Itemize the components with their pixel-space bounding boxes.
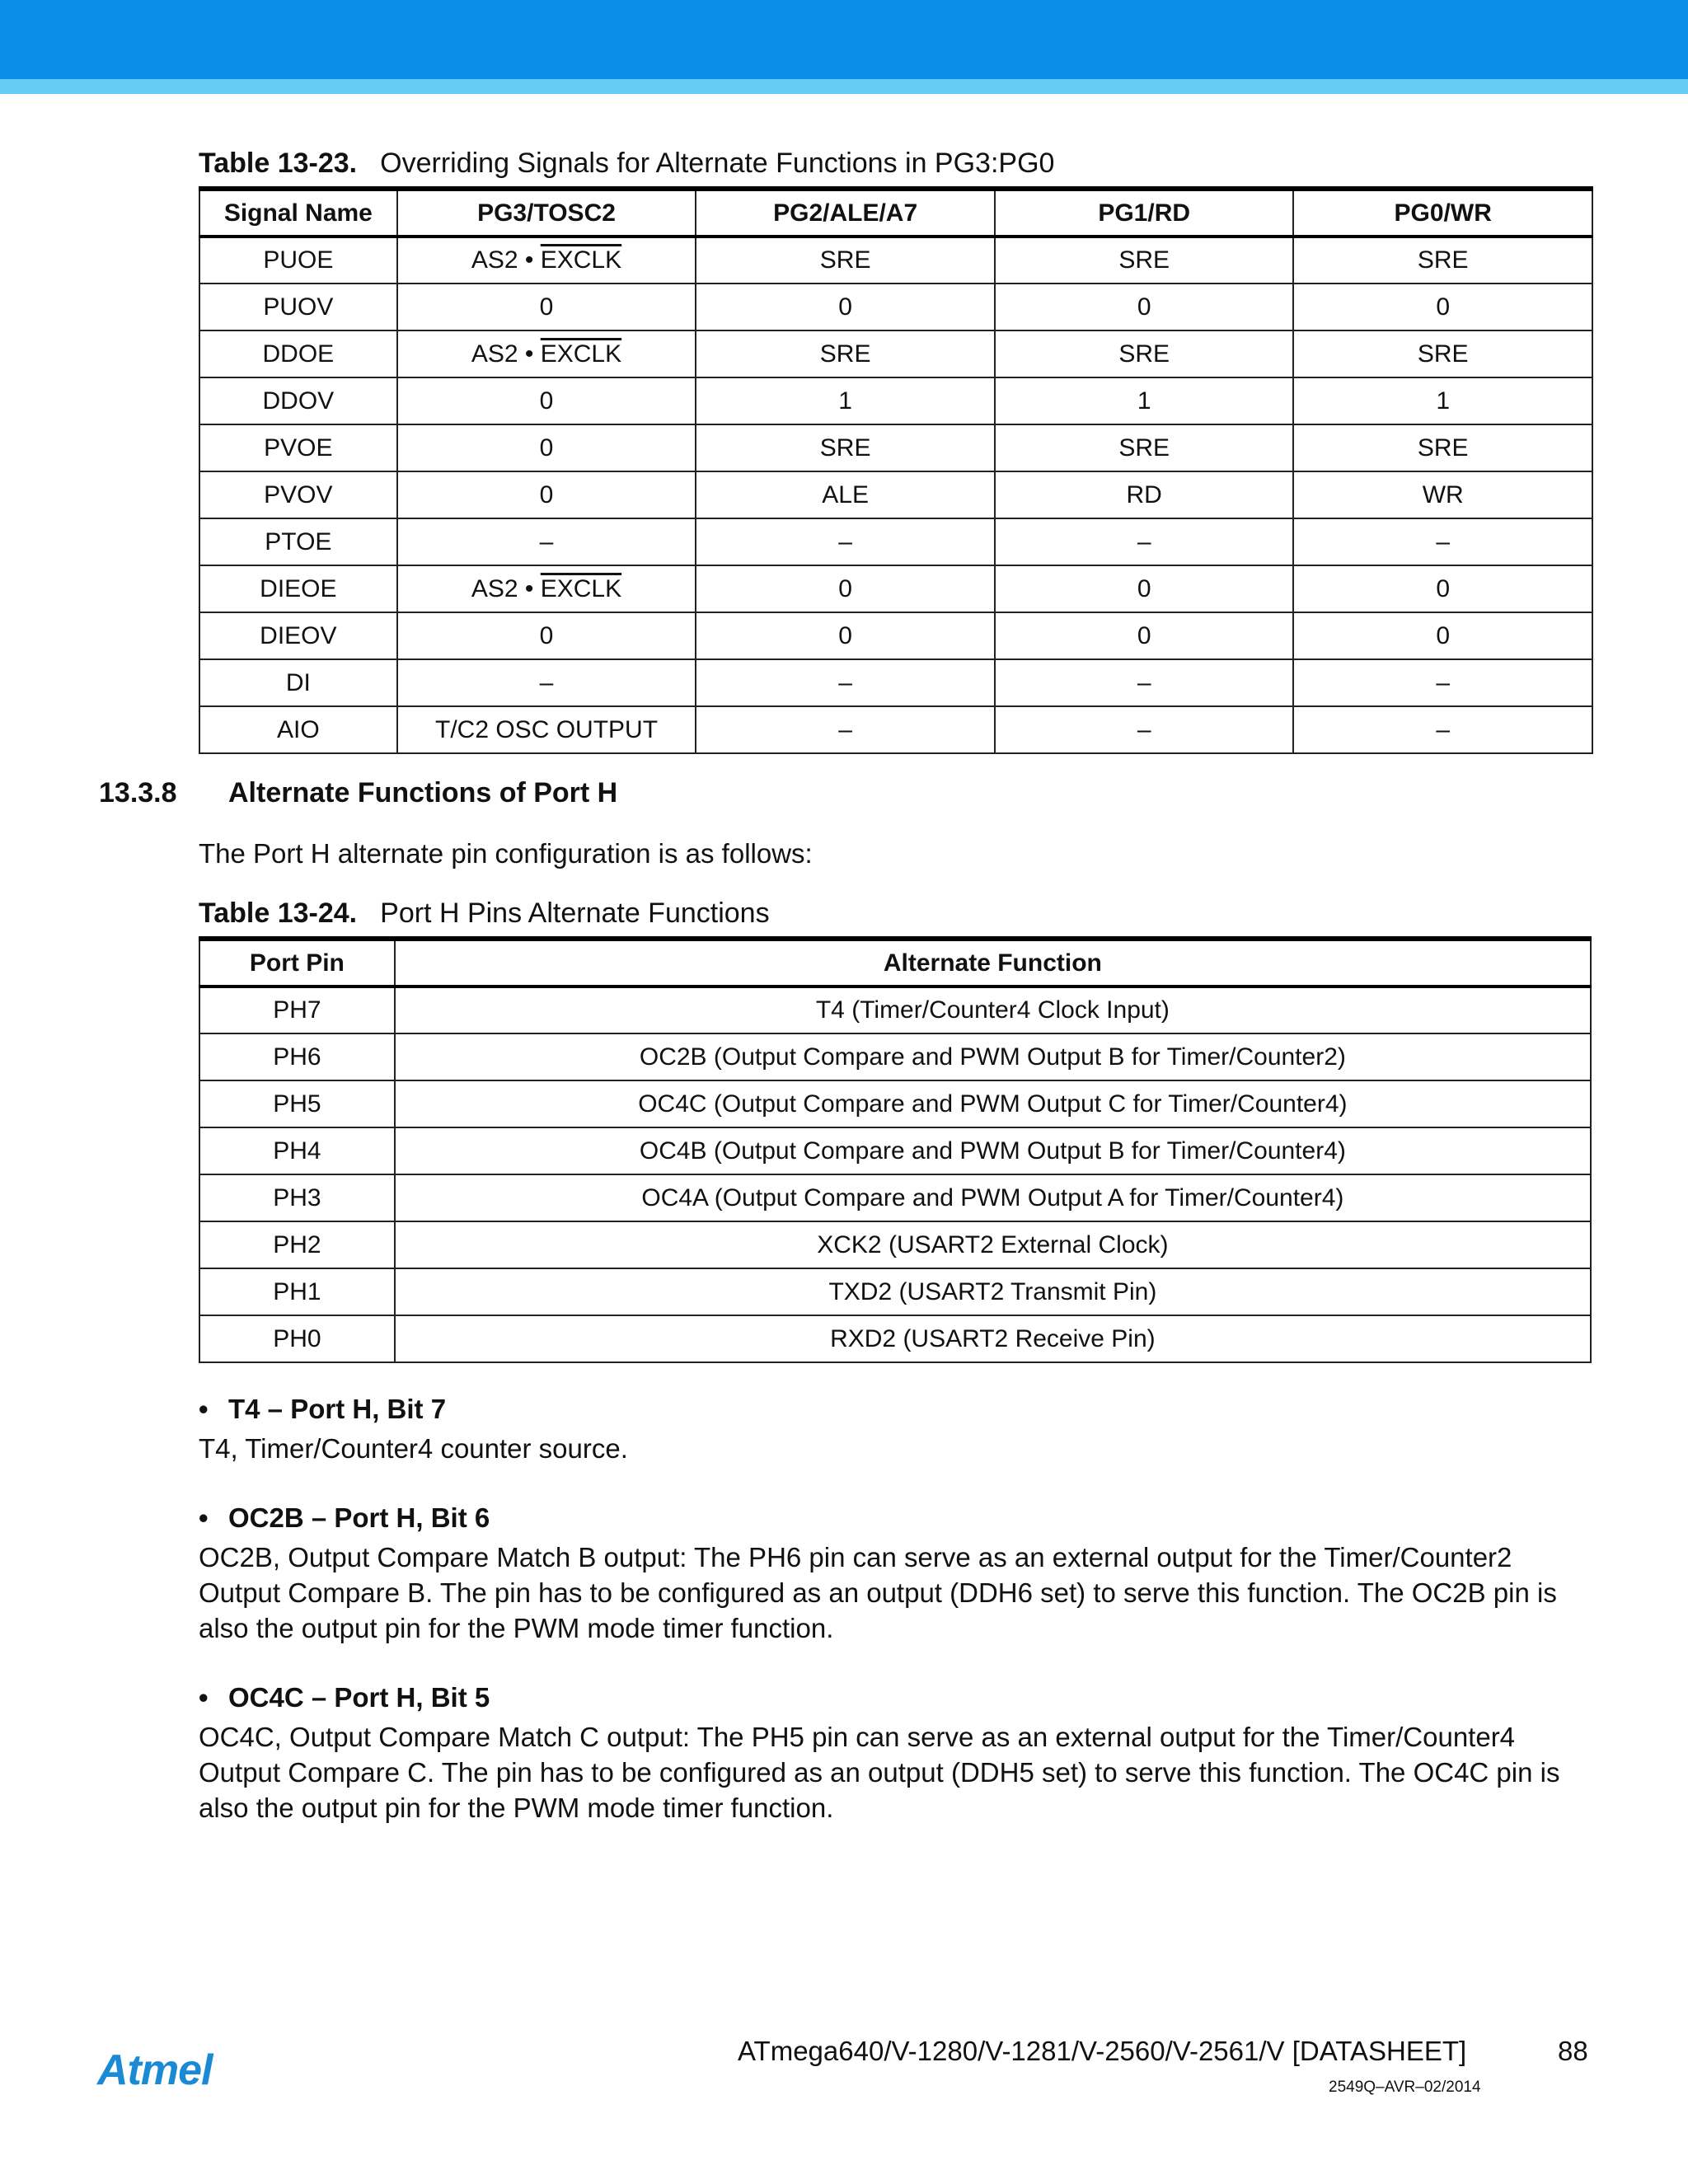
table1-caption-number: Table 13-23. xyxy=(199,148,358,179)
table-cell: PH7 xyxy=(199,987,395,1033)
table-cell: 1 xyxy=(696,377,995,424)
table-row xyxy=(199,565,1592,612)
table-cell: 0 xyxy=(995,284,1294,330)
table-cell: PVOV xyxy=(199,471,397,518)
table-cell: – xyxy=(696,706,995,753)
exclk-overline-text: EXCLK xyxy=(540,246,622,274)
table1-header-cell: PG1/RD xyxy=(995,189,1294,237)
table-cell: DDOE xyxy=(199,330,397,377)
table-cell: SRE xyxy=(696,237,995,284)
table-cell: PH3 xyxy=(199,1174,395,1221)
table-row xyxy=(199,1033,1591,1080)
page-number: 88 xyxy=(1558,2036,1588,2066)
table-cell: – xyxy=(1293,706,1592,753)
footer-doc-id: 2549Q–AVR–02/2014 xyxy=(1329,2079,1481,2096)
table-cell: OC2B (Output Compare and PWM Output B for Timer/Counter2) xyxy=(395,1033,1591,1080)
table-cell: 0 xyxy=(696,612,995,659)
table-cell: PH6 xyxy=(199,1033,395,1080)
table-cell: 0 xyxy=(397,612,696,659)
table-cell: – xyxy=(696,518,995,565)
bullet-heading-t4 xyxy=(199,1393,446,1426)
table-cell: OC4B (Output Compare and PWM Output B for Timer/Counter4) xyxy=(395,1127,1591,1174)
table1 xyxy=(199,186,1593,754)
table-cell: – xyxy=(1293,659,1592,706)
table-cell: SRE xyxy=(995,330,1294,377)
table-cell: WR xyxy=(1293,471,1592,518)
header-stripe xyxy=(0,79,1688,94)
table-cell: PH5 xyxy=(199,1080,395,1127)
table-cell: 0 xyxy=(995,612,1294,659)
table-row xyxy=(199,706,1592,753)
exclk-overline-text: EXCLK xyxy=(540,574,622,602)
table-row xyxy=(199,1315,1591,1362)
footer-doc-title: ATmega640/V-1280/V-1281/V-2560/V-2561/V [DATASHEET] xyxy=(738,2036,1467,2066)
table-row xyxy=(199,1221,1591,1268)
table-cell xyxy=(397,330,696,377)
table-cell: – xyxy=(1293,518,1592,565)
table1-header-cell: PG3/TOSC2 xyxy=(397,189,696,237)
section-intro: The Port H alternate pin configuration is as follows: xyxy=(199,838,813,869)
table-cell: SRE xyxy=(995,424,1294,471)
bullet-marker: • xyxy=(199,1394,209,1424)
table-cell: – xyxy=(397,518,696,565)
table-row xyxy=(199,330,1592,377)
table-row xyxy=(199,237,1592,284)
table-cell: SRE xyxy=(696,424,995,471)
header-bar xyxy=(0,0,1688,79)
table-cell: T4 (Timer/Counter4 Clock Input) xyxy=(395,987,1591,1033)
table-cell: RD xyxy=(995,471,1294,518)
bullet-heading-oc4c xyxy=(199,1681,490,1714)
table-cell: 1 xyxy=(1293,377,1592,424)
table-cell: SRE xyxy=(1293,330,1592,377)
table1-caption xyxy=(199,147,1054,180)
table-row xyxy=(199,377,1592,424)
bullet-marker: • xyxy=(199,1502,209,1533)
table-cell: 0 xyxy=(397,471,696,518)
table-cell: 0 xyxy=(397,377,696,424)
table-cell: – xyxy=(995,659,1294,706)
table-cell: 1 xyxy=(995,377,1294,424)
table-row xyxy=(199,612,1592,659)
table-cell: – xyxy=(397,659,696,706)
table-row xyxy=(199,518,1592,565)
table-cell: DIEOE xyxy=(199,565,397,612)
bullet-body-oc4c: OC4C, Output Compare Match C output: The PH5 pin can serve as an external output for the Timer/Counter4 Output Compare C. The pin has to be configured as an output (DDH5 set) to serve this function. The OC4C pin is also the output pin for the PWM mode timer function. xyxy=(199,1722,1560,1823)
table-row xyxy=(199,471,1592,518)
table-cell: DI xyxy=(199,659,397,706)
table-cell: OC4C (Output Compare and PWM Output C for Timer/Counter4) xyxy=(395,1080,1591,1127)
table-cell: PVOE xyxy=(199,424,397,471)
table2-header-cell: Alternate Function xyxy=(395,939,1591,987)
table-cell: T/C2 OSC OUTPUT xyxy=(397,706,696,753)
table2-caption-text: Port H Pins Alternate Functions xyxy=(380,898,770,929)
table-cell: – xyxy=(696,659,995,706)
table-cell: PUOV xyxy=(199,284,397,330)
as2-text: AS2 • xyxy=(471,340,541,368)
as2-text: AS2 • xyxy=(471,574,541,602)
exclk-overline-text: EXCLK xyxy=(540,340,622,368)
table-cell: 0 xyxy=(696,284,995,330)
table-row xyxy=(199,1127,1591,1174)
bullet-heading-oc2b xyxy=(199,1502,490,1535)
table-cell: 0 xyxy=(1293,565,1592,612)
bullet-heading-text: T4 – Port H, Bit 7 xyxy=(228,1394,447,1424)
table-cell: SRE xyxy=(1293,237,1592,284)
bullet-heading-text: OC2B – Port H, Bit 6 xyxy=(228,1502,490,1533)
table-cell: DIEOV xyxy=(199,612,397,659)
table-cell: PH0 xyxy=(199,1315,395,1362)
table-cell: SRE xyxy=(995,237,1294,284)
bullet-body-oc2b: OC2B, Output Compare Match B output: The PH6 pin can serve as an external output for the Timer/Counter2 Output Compare B. The pin has to be configured as an output (DDH6 set) to serve this function. The OC2B pin is also the output pin for the PWM mode timer function. xyxy=(199,1542,1557,1643)
table-row xyxy=(199,1080,1591,1127)
section-heading xyxy=(99,776,617,809)
table-cell: PH2 xyxy=(199,1221,395,1268)
table2-header-row xyxy=(199,939,1591,987)
table-cell: 0 xyxy=(397,424,696,471)
table-cell: PUOE xyxy=(199,237,397,284)
table2-header-cell: Port Pin xyxy=(199,939,395,987)
atmel-logo: Atmel xyxy=(97,2046,213,2094)
table-cell: PTOE xyxy=(199,518,397,565)
table-cell: TXD2 (USART2 Transmit Pin) xyxy=(395,1268,1591,1315)
as2-text: AS2 • xyxy=(471,246,541,274)
table-row xyxy=(199,284,1592,330)
table-cell: – xyxy=(995,706,1294,753)
table-cell: ALE xyxy=(696,471,995,518)
table-cell xyxy=(397,565,696,612)
table-cell: 0 xyxy=(1293,284,1592,330)
table-cell xyxy=(397,237,696,284)
table-cell: – xyxy=(995,518,1294,565)
table2 xyxy=(199,936,1592,1363)
table-cell: 0 xyxy=(1293,612,1592,659)
table1-header-cell: Signal Name xyxy=(199,189,397,237)
table-cell: SRE xyxy=(696,330,995,377)
table-cell: DDOV xyxy=(199,377,397,424)
section-title: Alternate Functions of Port H xyxy=(228,777,618,808)
table-row xyxy=(199,659,1592,706)
table1-header-row xyxy=(199,189,1592,237)
table1-header-cell: PG2/ALE/A7 xyxy=(696,189,995,237)
table-cell: PH1 xyxy=(199,1268,395,1315)
table-row xyxy=(199,424,1592,471)
bullet-heading-text: OC4C – Port H, Bit 5 xyxy=(228,1682,490,1713)
table2-caption-number: Table 13-24. xyxy=(199,898,358,929)
table-row xyxy=(199,987,1591,1033)
table-cell: XCK2 (USART2 External Clock) xyxy=(395,1221,1591,1268)
table-cell: 0 xyxy=(995,565,1294,612)
table-row xyxy=(199,1174,1591,1221)
table1-caption-text: Overriding Signals for Alternate Functions in PG3:PG0 xyxy=(380,148,1055,179)
table-cell: 0 xyxy=(696,565,995,612)
table-cell: PH4 xyxy=(199,1127,395,1174)
bullet-body-t4: T4, Timer/Counter4 counter source. xyxy=(199,1433,628,1464)
table-cell: 0 xyxy=(397,284,696,330)
bullet-marker: • xyxy=(199,1682,209,1713)
table2-caption xyxy=(199,897,770,930)
table-row xyxy=(199,1268,1591,1315)
table-cell: SRE xyxy=(1293,424,1592,471)
section-number: 13.3.8 xyxy=(99,777,177,808)
table-cell: RXD2 (USART2 Receive Pin) xyxy=(395,1315,1591,1362)
table-cell: AIO xyxy=(199,706,397,753)
table-cell: OC4A (Output Compare and PWM Output A for Timer/Counter4) xyxy=(395,1174,1591,1221)
table1-header-cell: PG0/WR xyxy=(1293,189,1592,237)
